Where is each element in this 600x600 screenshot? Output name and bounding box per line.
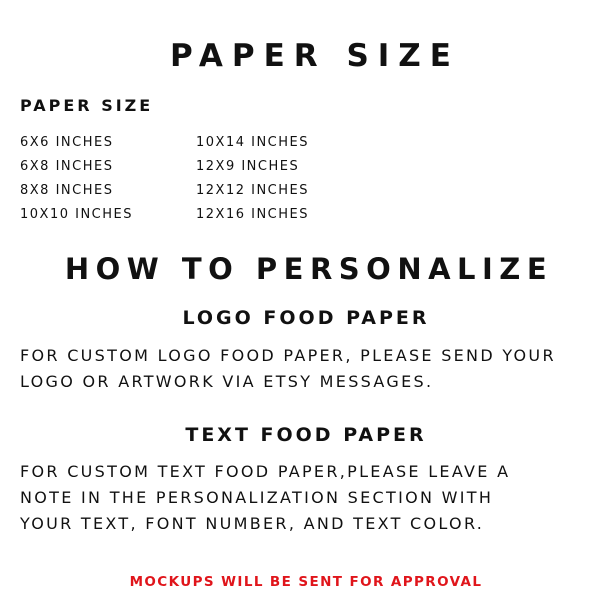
approval-note: MOCKUPS WILL BE SENT FOR APPROVAL xyxy=(129,574,483,590)
paper-size-item: 6X6 INCHES xyxy=(20,135,114,150)
paper-size-item: 12X9 INCHES xyxy=(196,159,300,174)
instruction-line: YOUR TEXT, FONT NUMBER, AND TEXT COLOR. xyxy=(20,514,485,533)
instruction-line: NOTE IN THE PERSONALIZATION SECTION WITH xyxy=(20,488,494,507)
paper-size-item: 8X8 INCHES xyxy=(20,183,114,198)
instruction-line: FOR CUSTOM LOGO FOOD PAPER, PLEASE SEND YOUR xyxy=(20,346,556,365)
paper-size-item: 6X8 INCHES xyxy=(20,159,114,174)
paper-size-list-left xyxy=(20,131,133,227)
paper-size-item: 12X16 INCHES xyxy=(196,207,309,222)
text-food-paper-heading: TEXT FOOD PAPER xyxy=(185,424,427,446)
paper-size-list-right xyxy=(196,131,309,227)
paper-size-label: PAPER SIZE xyxy=(20,96,154,115)
instruction-line: LOGO OR ARTWORK VIA ETSY MESSAGES. xyxy=(20,372,434,391)
personalize-heading: HOW TO PERSONALIZE xyxy=(64,252,554,286)
instruction-line: FOR CUSTOM TEXT FOOD PAPER,PLEASE LEAVE A xyxy=(20,462,511,481)
paper-size-item: 12X12 INCHES xyxy=(196,183,309,198)
text-food-paper-instructions xyxy=(20,459,510,537)
logo-food-paper-instructions xyxy=(20,343,556,395)
paper-size-item: 10X14 INCHES xyxy=(196,135,309,150)
logo-food-paper-heading: LOGO FOOD PAPER xyxy=(182,307,430,329)
page-title: PAPER SIZE xyxy=(170,38,460,74)
paper-size-item: 10X10 INCHES xyxy=(20,207,133,222)
